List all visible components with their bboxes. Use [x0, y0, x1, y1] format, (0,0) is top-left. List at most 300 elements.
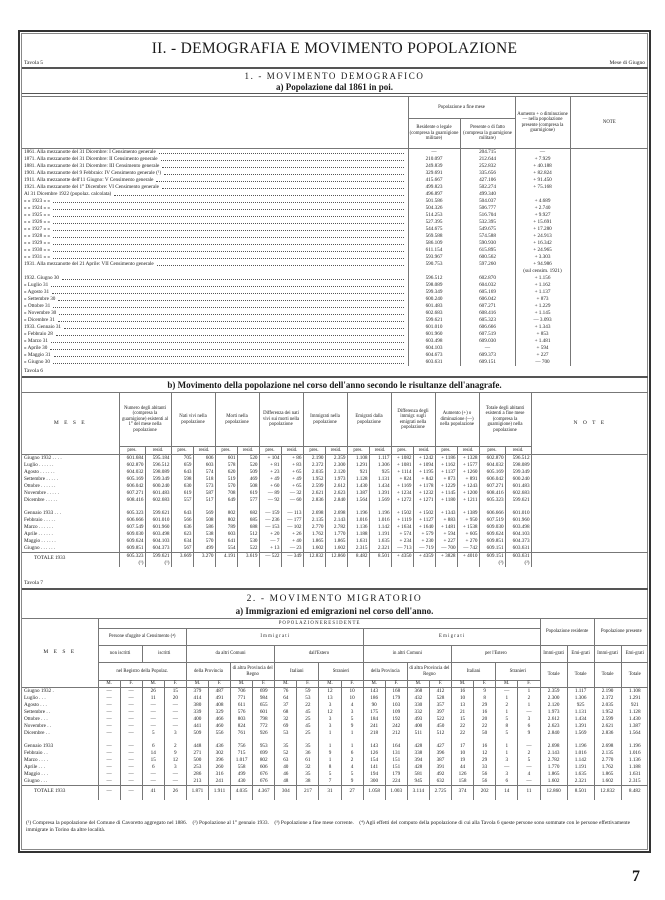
cell: 126 [363, 750, 385, 757]
cell: 202 [474, 786, 496, 800]
cell: 607.519 [479, 517, 505, 524]
cell: — [120, 716, 142, 723]
cell: — 742 [457, 545, 479, 553]
cell: 56 [474, 771, 496, 778]
header-pres: pres. [435, 447, 457, 455]
cell: 2.300 [325, 462, 347, 469]
cell: + 842 [413, 476, 435, 483]
cell: 179 [385, 771, 407, 778]
cell: 394 [407, 757, 429, 764]
cell: 22 [297, 702, 319, 709]
cell: 699 [253, 688, 275, 696]
table-population-since-1861 [22, 96, 648, 366]
table-row [22, 359, 648, 366]
cell: 2.836 [594, 730, 621, 737]
cell: 441 [186, 723, 208, 730]
header-blank [22, 97, 408, 149]
month-cell: Giugno . . . . . . [22, 545, 119, 553]
cell: 1.128 [347, 476, 369, 483]
cell: — [98, 786, 120, 800]
note-cell [570, 156, 648, 163]
note-cell [570, 205, 648, 212]
month-cell: Dicembre . . [22, 730, 98, 737]
cell: + 49 [259, 476, 281, 483]
row-label: » Dicembre 31 [24, 317, 55, 323]
cell: 600.240 [505, 476, 531, 483]
cell: 2.035 [594, 702, 621, 709]
cell: 4 [341, 764, 363, 771]
cell: + 4010 [457, 553, 479, 568]
cell: 20 [474, 716, 496, 723]
cell: 1.973 [325, 476, 347, 483]
cell: 491 [208, 695, 230, 702]
cell: 601.684 [119, 455, 145, 463]
cell: 606.666 [460, 324, 515, 331]
cell: 600.562 [460, 254, 515, 261]
cell: 1.131 [369, 476, 391, 483]
cell: 598 [171, 476, 193, 483]
cell: 1 [341, 730, 363, 737]
cell: 581 [407, 771, 429, 778]
row-label: » Febbraio 28 [24, 331, 53, 337]
header-column: Emigrati dalla popolazione [347, 393, 391, 447]
cell: 56 [474, 778, 496, 786]
cell: + 75.168 [515, 184, 570, 191]
cell: 1.191 [369, 531, 391, 538]
cell: 21 [452, 709, 474, 716]
header-male: M. [231, 681, 253, 688]
note-cell [570, 275, 648, 282]
cell: 623 [171, 531, 193, 538]
table-row [22, 331, 648, 338]
cell: 604.032 [119, 469, 145, 476]
note-cell [570, 359, 648, 366]
cell: 329.691 [408, 170, 460, 177]
table-row [22, 778, 648, 786]
cell: 2.035 [303, 469, 325, 476]
cell: + 1577 [457, 462, 479, 469]
cell: 1.117 [567, 688, 594, 696]
row-label-cell [22, 254, 408, 261]
cell: 1 [319, 730, 341, 737]
cell: 528 [429, 695, 451, 702]
cell: 12.832 [594, 786, 621, 800]
cell: 1 [496, 695, 518, 702]
cell: 1.635 [369, 538, 391, 545]
cell: 601 [253, 709, 275, 716]
cell: — 719 [413, 545, 435, 553]
cell: 487 [208, 688, 230, 696]
note-cell [531, 476, 648, 483]
cell: — [164, 778, 186, 786]
cell: 22 [452, 723, 474, 730]
cell: — [120, 778, 142, 786]
cell: + 1481 [435, 524, 457, 531]
cell: 25 [297, 716, 319, 723]
cell: + 1229 [435, 483, 457, 490]
cell: 2.836 [303, 497, 325, 504]
cell: — 60 [281, 497, 303, 504]
cell: 5 [319, 771, 341, 778]
cell: + 17.280 [515, 226, 570, 233]
cell: 603.631 [408, 359, 460, 366]
cell: 391 [429, 764, 451, 771]
cell: 184 [363, 716, 385, 723]
cell: 68 [275, 709, 297, 716]
cell: 3 [319, 716, 341, 723]
cell: 574.588 [460, 233, 515, 240]
dot-leader [62, 279, 403, 280]
row-label: 1931. Alla mezzanotte del 21 Aprile: VII Censimento generale [24, 261, 154, 267]
cell: + 1328 [457, 455, 479, 463]
cell: 925 [567, 702, 594, 709]
cell: 512 [237, 531, 259, 538]
cell: 926 [253, 730, 275, 737]
header-male: M. [363, 681, 385, 688]
cell: 1.434 [369, 483, 391, 490]
row-label: » Marzo 31 [24, 338, 48, 344]
cell: 4.367 [253, 786, 275, 800]
cell: 509 [186, 730, 208, 737]
header-emigrati: Emi-grati [567, 646, 594, 663]
cell: 2.359 [540, 688, 567, 696]
cell: 460 [208, 723, 230, 730]
table-row [22, 531, 648, 538]
cell: 1.188 [347, 531, 369, 538]
divider [22, 376, 648, 378]
cell: + 86 [281, 455, 303, 463]
header-female: F. [518, 681, 540, 688]
cell: 12 [474, 750, 496, 757]
cell: 339 [186, 709, 208, 716]
cell: 619 [171, 490, 193, 497]
cell: 8 [474, 695, 496, 702]
header-column: Nati vivi nella popolazione [171, 393, 215, 447]
cell: 2.190 [303, 455, 325, 463]
table-row [22, 184, 648, 191]
cell: 630 [171, 483, 193, 490]
cell: 1.430 [347, 483, 369, 490]
cell: 430 [231, 778, 253, 786]
cell: + 24.965 [515, 247, 570, 254]
row-label-cell [22, 198, 408, 205]
table-row [22, 191, 648, 198]
cell: 619 [237, 490, 259, 497]
header-column: Totale degli abitanti esistenti a fine mese (compresa la guarnigione) nella popolazione [479, 393, 531, 447]
cell: 609.624 [119, 538, 145, 545]
header-female: F. [208, 681, 230, 688]
dot-leader [50, 349, 403, 350]
cell: 502.274 [460, 184, 515, 191]
cell: 532.395 [460, 219, 515, 226]
cell: 428 [407, 743, 429, 750]
table-row [22, 497, 648, 504]
cell: 131 [385, 750, 407, 757]
cell: + 1271 [413, 497, 435, 504]
cell: 802 [253, 757, 275, 764]
table-row [22, 247, 648, 254]
cell: 499.823 [408, 184, 460, 191]
cell: — [120, 764, 142, 771]
cell: 1.016 [369, 517, 391, 524]
cell: 1.196 [347, 510, 369, 517]
note-cell [570, 317, 648, 324]
cell: 432 [407, 695, 429, 702]
cell: 600.240 [408, 296, 460, 303]
cell: 109 [385, 709, 407, 716]
cell: 2 [518, 750, 540, 757]
cell: + 1169 [391, 483, 413, 490]
cell: 415.667 [408, 177, 460, 184]
cell: 10 [452, 750, 474, 757]
month-cell: Ottobre . . . [22, 716, 98, 723]
cell: 1.016 [567, 750, 594, 757]
cell: — [98, 709, 120, 716]
dot-leader [53, 237, 404, 238]
cell: — [518, 764, 540, 771]
table-row [22, 455, 648, 463]
header-male: M. [452, 681, 474, 688]
header-column: Numero degli abitanti (compresa la guarnigione) esistenti al 1° del mese nella popolazione [119, 393, 171, 447]
total-row [22, 553, 648, 568]
cell: 22 [452, 730, 474, 737]
cell: 499.340 [460, 191, 515, 198]
cell: + 1272 [391, 497, 413, 504]
cell: 2 [341, 757, 363, 764]
cell: — 23 [281, 545, 303, 553]
cell: 8.482 [347, 553, 369, 568]
cell: + 1137 [435, 469, 457, 476]
row-label-cell [22, 331, 408, 338]
header-resid: resid. [413, 447, 435, 455]
cell: 335.656 [460, 170, 515, 177]
row-label: » » 1923 » » [24, 198, 50, 204]
table-row [22, 469, 648, 476]
cell: + 594 [435, 531, 457, 538]
cell: 1.108 [347, 455, 369, 463]
cell: 601.010 [145, 517, 171, 524]
row-label-cell [22, 205, 408, 212]
cell: 151 [385, 757, 407, 764]
cell: 1.191 [567, 764, 594, 771]
cell: — [120, 786, 142, 800]
cell: — 700 [515, 359, 570, 366]
cell: 29 [474, 702, 496, 709]
cell: 570 [193, 538, 215, 545]
cell: — 32 [281, 490, 303, 497]
cell: 601.010 [505, 510, 531, 517]
cell: 530 [237, 538, 259, 545]
cell: 164 [385, 743, 407, 750]
cell: 12 [164, 757, 186, 764]
cell: 1.142 [567, 757, 594, 764]
header-pop-residente: Popolazione residente [540, 619, 594, 646]
cell: 2.621 [594, 723, 621, 730]
cell: — 7 [259, 538, 281, 545]
note-cell [570, 198, 648, 205]
cell: 6 [142, 764, 164, 771]
cell: 522 [429, 716, 451, 723]
cell: + 1180 [435, 497, 457, 504]
cell: 466 [208, 716, 230, 723]
header-to-abroad: per l'Estero [452, 646, 541, 663]
cell: 414 [186, 695, 208, 702]
cell: — [120, 709, 142, 716]
cell: 252.832 [460, 163, 515, 170]
cell: 2.143 [325, 517, 347, 524]
row-label: 1901. Alla mezzanotte del 9 Febbraio: IV Censimento generale (¹) [24, 170, 162, 176]
cell: — [98, 723, 120, 730]
cell: 1.196 [567, 743, 594, 750]
cell: 12.860 [540, 786, 567, 800]
cell: 604.032 [479, 462, 505, 469]
cell: — [164, 702, 186, 709]
cell: 1.434 [567, 716, 594, 723]
month-cell: Gennaio 1933 . . . [22, 510, 119, 517]
cell: + 20 [259, 531, 281, 538]
dot-leader [53, 216, 404, 217]
cell: 586 [193, 524, 215, 531]
note-cell [531, 517, 648, 524]
table-row [22, 462, 648, 469]
note-cell [531, 462, 648, 469]
cell: 607.271 [119, 490, 145, 497]
dot-leader [53, 244, 404, 245]
header-pres: pres. [259, 447, 281, 455]
cell: 604.103 [408, 345, 460, 352]
cell: 511 [407, 730, 429, 737]
cell: 53 [297, 695, 319, 702]
cell: 518 [193, 476, 215, 483]
cell: 469 [237, 476, 259, 483]
cell: 601.483 [408, 303, 460, 310]
cell: 143 [363, 688, 385, 696]
cell: 6 [142, 743, 164, 750]
cell: 35 [297, 771, 319, 778]
cell: 2.359 [325, 455, 347, 463]
cell: 1.142 [369, 524, 391, 531]
cell: 802 [215, 510, 237, 517]
cell: 1.564 [347, 497, 369, 504]
row-label-cell [22, 191, 408, 198]
header-column: Differenza degli immigr. sugli emigrati nella popolazione [391, 393, 435, 447]
table-row [22, 282, 648, 289]
cell: 609.851 [119, 545, 145, 553]
cell: 357 [429, 702, 451, 709]
cell: + 1081 [391, 462, 413, 469]
cell: 609.030 [479, 524, 505, 531]
cell: 706 [231, 688, 253, 696]
cell: + 1634 [391, 524, 413, 531]
cell: 715 [231, 750, 253, 757]
cell: 9 [474, 688, 496, 696]
cell: 599.621 [408, 317, 460, 324]
row-label-cell [22, 219, 408, 226]
header-pres: pres. [391, 447, 413, 455]
cell: + 1234 [391, 490, 413, 497]
cell: 514.253 [408, 212, 460, 219]
cell: + 950 [457, 517, 479, 524]
table-row [22, 517, 648, 524]
cell: 501.586 [408, 198, 460, 205]
cell: 659 [171, 462, 193, 469]
row-label: » Maggio 31 [24, 352, 51, 358]
cell: 2 [496, 702, 518, 709]
cell: 756 [231, 743, 253, 750]
cell: + 853 [515, 331, 570, 338]
cell: 595.184 [145, 455, 171, 463]
cell: 602.683 [145, 497, 171, 504]
row-label: » Aprile 30 [24, 345, 48, 351]
header-not-registered: non iscritti [98, 646, 142, 663]
cell: 260 [208, 764, 230, 771]
cell: — [98, 688, 120, 696]
cell: 609.151 [479, 545, 505, 553]
header-male: M. [407, 681, 429, 688]
cell: 4.035 [231, 786, 253, 800]
month-cell: Giugno . . . [22, 778, 98, 786]
cell: 338 [407, 750, 429, 757]
cell: + 227 [515, 352, 570, 359]
cell: 6 [518, 723, 540, 730]
table-5-subtitle: a) Popolazione dal 1861 in poi. [275, 82, 393, 92]
cell: 2.698 [325, 510, 347, 517]
page-title: II. - DEMOGRAFIA E MOVIMENTO POPOLAZIONE [151, 40, 518, 57]
cell: 586.109 [408, 240, 460, 247]
cell: 26 [164, 786, 186, 800]
cell: 570 [215, 483, 237, 490]
month-cell: Agosto . . . . . . [22, 469, 119, 476]
cell: 1.196 [369, 510, 391, 517]
row-label: » » 1929 » » [24, 240, 50, 246]
month-cell: Agosto . . . [22, 702, 98, 709]
cell: 2.770 [303, 524, 325, 531]
month-cell: Novembre . . . . . [22, 490, 119, 497]
cell: — [164, 723, 186, 730]
cell: 154 [363, 757, 385, 764]
note-cell [531, 538, 648, 545]
cell: + 83 [281, 462, 303, 469]
cell: 607.549 [119, 524, 145, 531]
cell: 1.770 [325, 531, 347, 538]
cell: + 883 [435, 517, 457, 524]
cell: 1.430 [621, 716, 648, 723]
row-label-cell [22, 296, 408, 303]
cell: — [515, 149, 570, 157]
row-label: » » 1925 » » [24, 212, 50, 218]
cell: 2.840 [540, 730, 567, 737]
note-cell [531, 497, 648, 504]
cell: — [142, 778, 164, 786]
cell: 1.108 [621, 688, 648, 696]
cell: 688 [237, 524, 259, 531]
cell: 1.631 [347, 538, 369, 545]
cell: — [518, 709, 540, 716]
header-female: F. [429, 681, 451, 688]
cell: + 579 [413, 531, 435, 538]
cell: — 113 [281, 510, 303, 517]
cell: + 1389 [457, 510, 479, 517]
cell: + 3828 [435, 553, 457, 568]
cell: 605.169 [119, 476, 145, 483]
cell: 603.631 [505, 545, 531, 553]
cell: 2 [164, 743, 186, 750]
cell: 400 [186, 716, 208, 723]
cell: 605.323 [479, 497, 505, 504]
cell: 5 [341, 716, 363, 723]
month-cell: Dicembre . . . . . [22, 497, 119, 504]
cell: 330 [407, 702, 429, 709]
